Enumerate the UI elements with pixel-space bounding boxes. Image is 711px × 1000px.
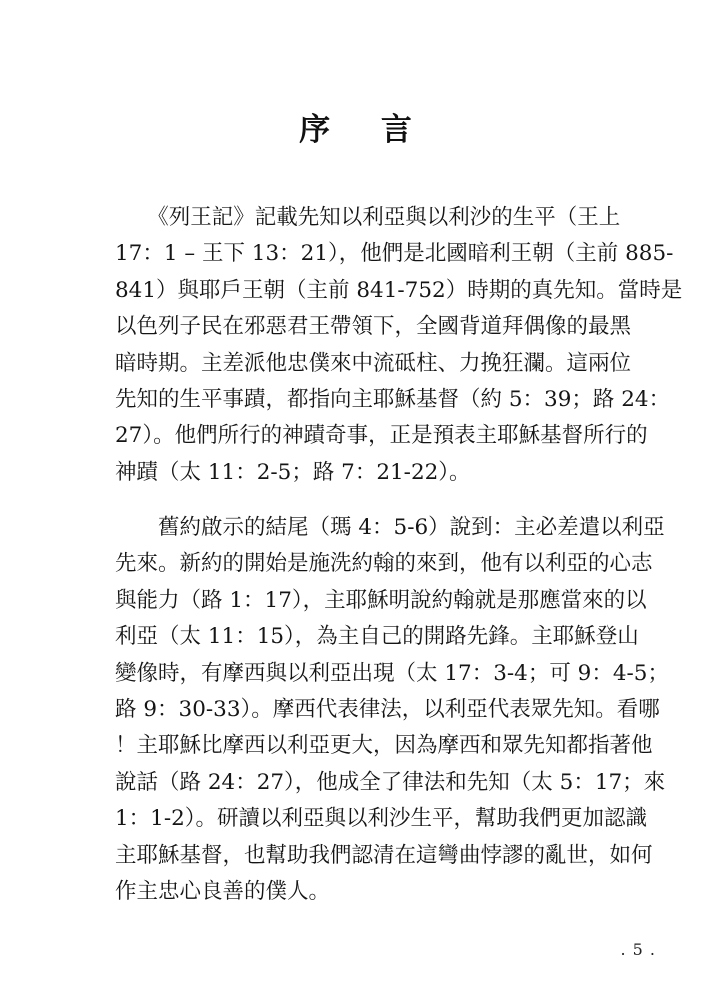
paragraph-2-line: 舊約啟示的結尾（瑪 4：5-6）說到：主必差遣以利亞	[115, 515, 665, 540]
paragraph-1-line: 17：1 – 王下 13：21），他們是北國暗利王朝（主前 885-	[115, 241, 674, 267]
paragraph-2-line: 作主忠心良善的僕人。	[115, 879, 331, 905]
paragraph-1-line: 以色列子民在邪惡君王帶領下，全國背道拜偶像的最黑	[115, 314, 632, 340]
paragraph-2-line: 利亞（太 11：15），為主自己的開路先鋒。主耶穌登山	[115, 624, 639, 650]
paragraph-1-line: 神蹟（太 11：2-5；路 7：21-22）。	[115, 459, 471, 485]
paragraph-2-line: 說話（路 24：27），他成全了律法和先知（太 5：17；來	[115, 769, 666, 795]
paragraph-1	[115, 200, 683, 491]
paragraph-1-line: 841）與耶戶王朝（主前 841-752）時期的真先知。當時是	[115, 277, 683, 303]
page-number: . 5 .	[620, 940, 656, 959]
paragraph-2-line: 與能力（路 1：17），主耶穌明說約翰就是那應當來的以	[115, 587, 647, 613]
paragraph-2-line: ！主耶穌比摩西以利亞更大，因為摩西和眾先知都指著他	[115, 733, 653, 759]
page-title: 序 言	[299, 112, 432, 148]
paragraph-1-line: 27）。他們所行的神蹟奇事，正是預表主耶穌基督所行的	[115, 423, 648, 449]
paragraph-2-line: 變像時，有摩西與以利亞出現（太 17：3-4；可 9：4-5；	[115, 660, 669, 686]
paragraph-2-line: 路 9：30-33）。摩西代表律法，以利亞代表眾先知。看哪	[115, 697, 660, 723]
paragraph-2-line: 主耶穌基督，也幫助我們認清在這彎曲悖謬的亂世，如何	[115, 842, 653, 868]
paragraph-2-line: 先來。新約的開始是施洗約翰的來到，他有以利亞的心志	[115, 551, 653, 577]
paragraph-2-line: 1：1-2）。研讀以利亞與以利沙生平，幫助我們更加認識	[115, 806, 648, 832]
paragraph-1-line: 先知的生平事蹟，都指向主耶穌基督（約 5：39；路 24：	[115, 387, 671, 413]
paragraph-1-line: 《列王記》記載先知以利亞與以利沙的生平（王上	[115, 205, 621, 230]
paragraph-2	[115, 510, 669, 910]
paragraph-1-line: 暗時期。主差派他忠僕來中流砥柱、力挽狂瀾。這兩位	[115, 350, 632, 376]
